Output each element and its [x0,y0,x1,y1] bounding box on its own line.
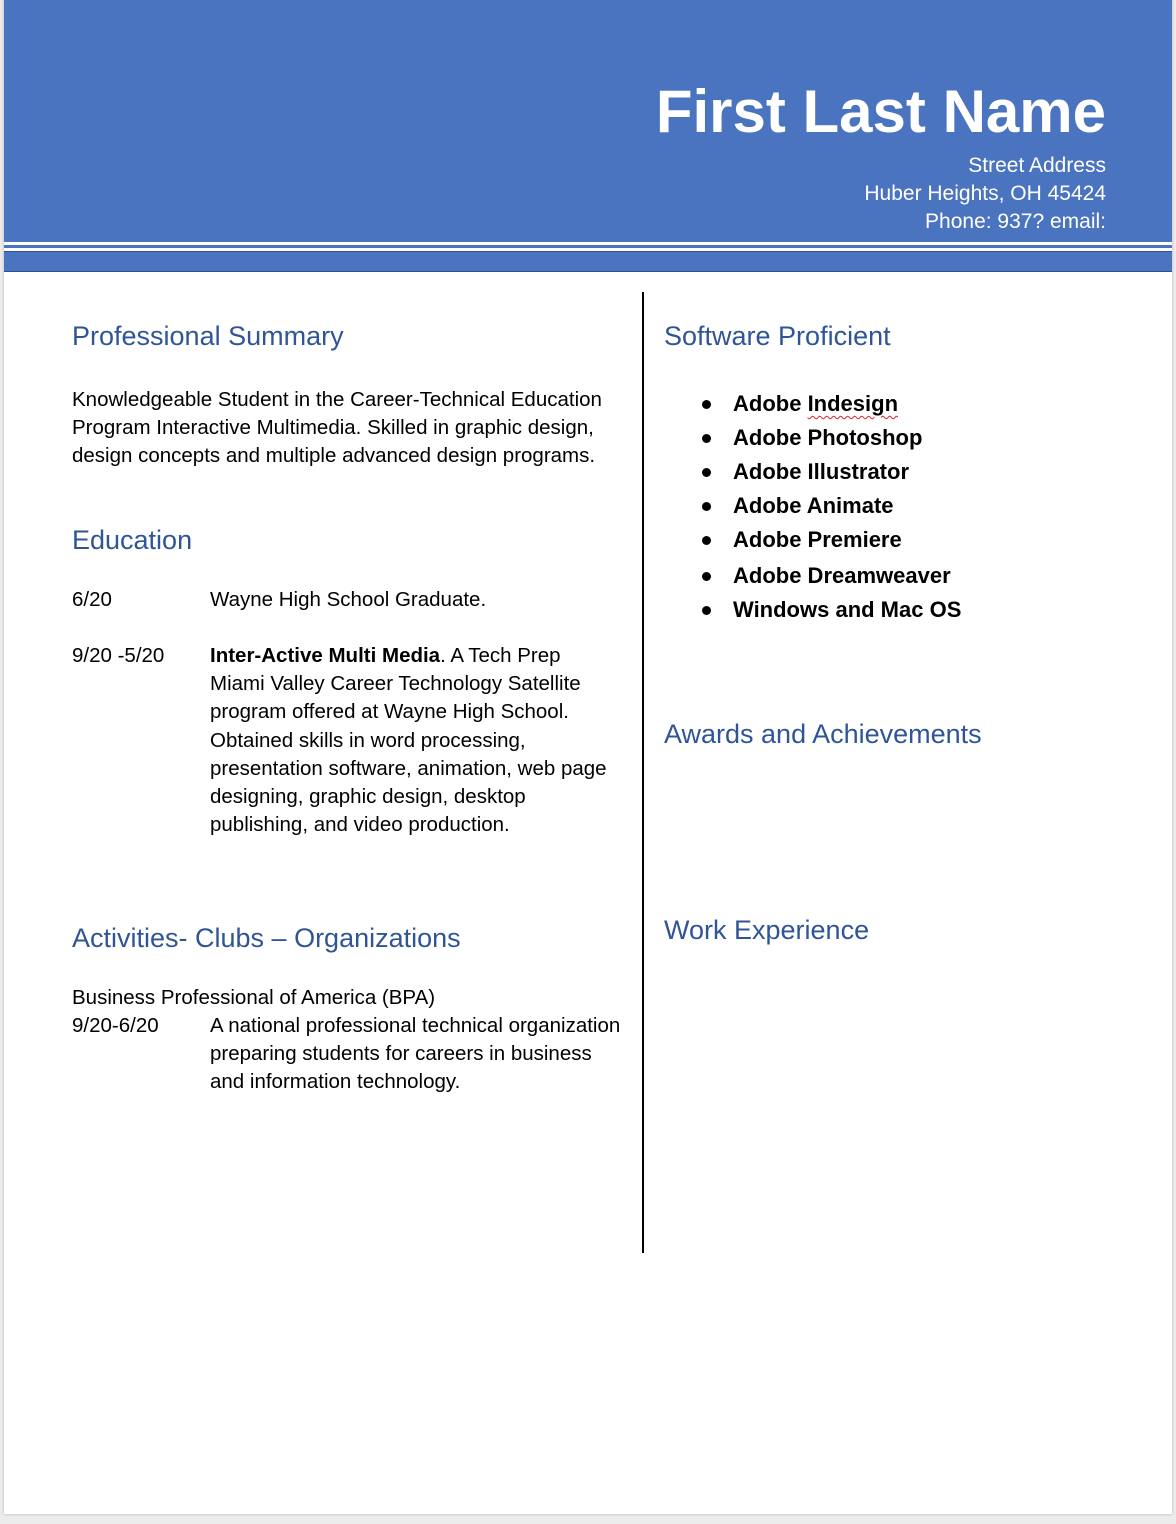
contact-block [864,152,1106,236]
phone-email: Phone: 937? email: [925,210,1106,233]
bullet-icon [702,434,711,443]
street-address: Street Address [968,154,1106,177]
education-date-1: 6/20 [72,588,112,611]
activities-text: A national professional technical organization preparing students for careers in business and information technology. [210,1014,621,1094]
column-divider [642,292,644,1253]
city-state-zip: Huber Heights, OH 45424 [864,182,1106,205]
list-item: Adobe Indesign [698,387,961,421]
list-item: Windows and Mac OS [698,593,961,627]
resume-name: First Last Name [655,78,1106,145]
list-item: Adobe Animate [698,489,961,523]
software-list [698,387,961,627]
education-heading: Education [72,525,193,555]
bullet-icon [702,606,711,615]
education-entry-2 [210,642,620,839]
professional-summary-text: Knowledgeable Student in the Career-Technical Education Program Interactive Multimedia. Skilled in graphic design, design concepts and multiple advanced design programs. [72,388,602,468]
bullet-icon [702,572,711,581]
spellcheck-word: Indesign [807,391,899,416]
bullet-icon [702,536,711,545]
list-item: Adobe Photoshop [698,421,961,455]
list-item: Adobe Dreamweaver [698,559,961,593]
education-entry-2-title: Inter-Active Multi Media [210,644,441,667]
list-item: Adobe Illustrator [698,455,961,489]
header-stripe [4,251,1172,272]
activities-org: Business Professional of America (BPA) [72,986,436,1009]
bullet-icon [702,400,711,409]
software-heading: Software Proficient [664,321,891,351]
resume-page [4,0,1172,1514]
education-date-2: 9/20 -5/20 [72,644,165,667]
header-rule [4,245,1172,248]
awards-heading: Awards and Achievements [664,719,982,749]
bullet-icon [702,502,711,511]
education-entry-1: Wayne High School Graduate. [210,588,487,611]
bullet-icon [702,468,711,477]
list-item: Adobe Premiere [698,523,961,559]
work-experience-heading: Work Experience [664,915,870,945]
activities-heading: Activities- Clubs – Organizations [72,923,461,953]
professional-summary-heading: Professional Summary [72,321,344,351]
education-entry-2-text: . A Tech Prep Miami Valley Career Technology Satellite program offered at Wayne High School. Obtained skills in word processing, presentation software, animation, web page designing, graphic design, desktop publishing, and video production. [210,644,607,837]
activities-date: 9/20-6/20 [72,1014,159,1037]
